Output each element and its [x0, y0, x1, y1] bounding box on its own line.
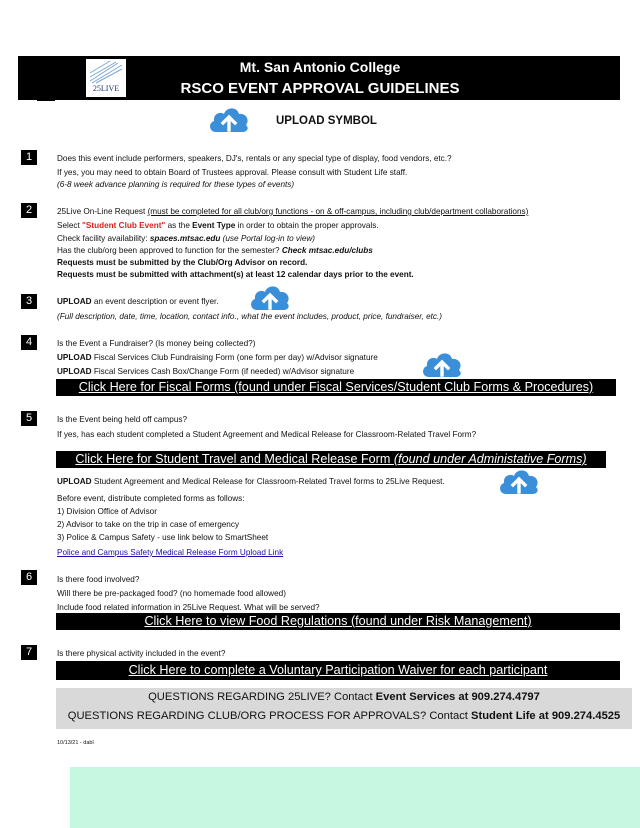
step2-as-text: as the	[165, 221, 193, 230]
travel-link-note: (found under Administative Forms)	[393, 452, 587, 466]
revision-date: 10/13/21 - dabl	[57, 740, 94, 746]
step2-request-note: (must be completed for all club/org functions - on & off-campus, including club/department collaborations)	[147, 207, 529, 216]
student-life-contact: Student Life at 909.274.4525	[471, 710, 621, 722]
step-number-2: 2	[21, 203, 37, 218]
cloud-upload-icon	[248, 282, 292, 312]
college-name: Mt. San Antonio College	[239, 59, 401, 75]
event-services-contact: Event Services at 909.274.4797	[375, 691, 540, 703]
step-number-4: 4	[21, 335, 37, 350]
step5-upload-line	[57, 476, 445, 488]
logo-text: 25LIVE	[92, 84, 120, 93]
travel-link-text: Click Here for Student Travel and Medical Release Form	[75, 452, 394, 466]
step-number-3: 3	[21, 294, 37, 309]
upload-symbol-label: UPLOAD SYMBOL	[276, 115, 377, 127]
step7-question: Is there physical activity included in the event?	[57, 649, 226, 658]
fiscal-forms-link[interactable]	[56, 379, 616, 396]
food-regulations-link-text: Click Here to view Food Regulations (found under Risk Management)	[144, 614, 532, 628]
step2-select-text: Select	[57, 221, 83, 230]
upload-keyword: UPLOAD	[57, 297, 92, 306]
step2-line2	[57, 220, 379, 232]
step3-instruction: an event description or event flyer.	[91, 297, 219, 306]
contact-box	[56, 688, 632, 729]
upload-keyword: UPLOAD	[57, 367, 92, 376]
cloud-upload-icon	[420, 349, 464, 379]
step5-question: Is the Event being held off campus?	[57, 415, 188, 424]
distribution-item-1: 1) Division Office of Advisor	[57, 507, 157, 516]
cash-box-form-text: Fiscal Services Cash Box/Change Form (if needed) w/Advisor signature	[91, 367, 355, 376]
upload-keyword: UPLOAD	[57, 477, 92, 486]
distribution-intro: Before event, distribute completed forms as follows:	[57, 494, 245, 503]
step6-include-food: Include food related information in 25Live Request. What will be served?	[57, 603, 320, 612]
medical-release-upload-link[interactable]: Police and Campus Safety Medical Release Form Upload Link	[57, 548, 284, 557]
facility-check-label: Check facility availability:	[57, 234, 150, 243]
clubs-url[interactable]: Check mtsac.edu/clubs	[281, 246, 373, 255]
step1-question: Does this event include performers, speakers, DJ's, rentals or any special type of display, food vendors, etc.?	[57, 154, 452, 163]
student-club-event-label: "Student Club Event"	[82, 221, 166, 230]
step2-line3	[57, 233, 315, 245]
question-25live	[56, 688, 632, 707]
step2-approvals-text: in order to obtain the proper approvals.	[235, 221, 379, 230]
step-number-7: 7	[21, 645, 37, 660]
step6-packaged-food: Will there be pre-packaged food? (no homemade food allowed)	[57, 589, 286, 598]
step2-line4	[57, 245, 373, 257]
step1-info: If yes, you may need to obtain Board of Trustees approval. Please consult with Student Life staff.	[57, 168, 408, 177]
step-number-6: 6	[21, 570, 37, 585]
distribution-item-3: 3) Police & Campus Safety - use link below to SmartSheet	[57, 533, 269, 542]
q2-text: QUESTIONS REGARDING CLUB/ORG PROCESS FOR APPROVALS? Contact	[67, 710, 472, 722]
step3-details: (Full description, date, time, location, contact info., what the event includes, product, price, fundraiser, etc.)	[57, 312, 443, 321]
cloud-upload-icon	[497, 466, 541, 496]
step1-note: (6-8 week advance planning is required for these types of events)	[57, 180, 295, 189]
step2-deadline-requirement: Requests must be submitted with attachment(s) at least 12 calendar days prior to the event.	[57, 270, 414, 279]
step3-line1	[57, 296, 219, 308]
question-club-process	[56, 707, 632, 726]
waiver-link-text: Click Here to complete a Voluntary Participation Waiver for each participant	[128, 663, 548, 677]
club-approved-question: Has the club/org been approved to function for the semester?	[57, 246, 282, 255]
event-type-label: Event Type	[192, 221, 236, 230]
participation-waiver-link[interactable]	[56, 661, 620, 680]
portal-note: (use Portal log-in to view)	[220, 234, 316, 243]
step4-question: Is the Event a Fundraiser? (Is money being collected?)	[57, 339, 256, 348]
fundraising-form-text: Fiscal Services Club Fundraising Form (one form per day) w/Advisor signature	[91, 353, 378, 362]
q1-text: QUESTIONS REGARDING 25LIVE? Contact	[148, 691, 376, 703]
mint-panel	[70, 767, 640, 828]
step5-info: If yes, has each student completed a Student Agreement and Medical Release for Classroom-Related Travel Form?	[57, 430, 477, 439]
step4-line3	[57, 366, 354, 378]
fiscal-forms-link-text: Click Here for Fiscal Forms (found under Fiscal Services/Student Club Forms & Procedures)	[78, 380, 594, 394]
food-regulations-link[interactable]	[56, 613, 620, 630]
step4-line2	[57, 352, 378, 364]
distribution-item-2: 2) Advisor to take on the trip in case of emergency	[57, 520, 240, 529]
header-underline	[37, 99, 55, 101]
page-title: RSCO EVENT APPROVAL GUIDELINES	[180, 80, 460, 97]
cloud-upload-icon	[207, 104, 251, 134]
step-number-5: 5	[21, 411, 37, 426]
upload-keyword: UPLOAD	[57, 353, 92, 362]
step6-question: Is there food involved?	[57, 575, 140, 584]
step2-request-label: 25Live On-Line Request	[57, 207, 148, 216]
spaces-url[interactable]: spaces.mtsac.edu	[149, 234, 221, 243]
step-number-1: 1	[21, 150, 37, 165]
travel-upload-text: Student Agreement and Medical Release for Classroom-Related Travel forms to 25Live Request.	[91, 477, 445, 486]
step2-line1	[57, 206, 528, 218]
step2-advisor-requirement: Requests must be submitted by the Club/Org Advisor on record.	[57, 258, 308, 267]
